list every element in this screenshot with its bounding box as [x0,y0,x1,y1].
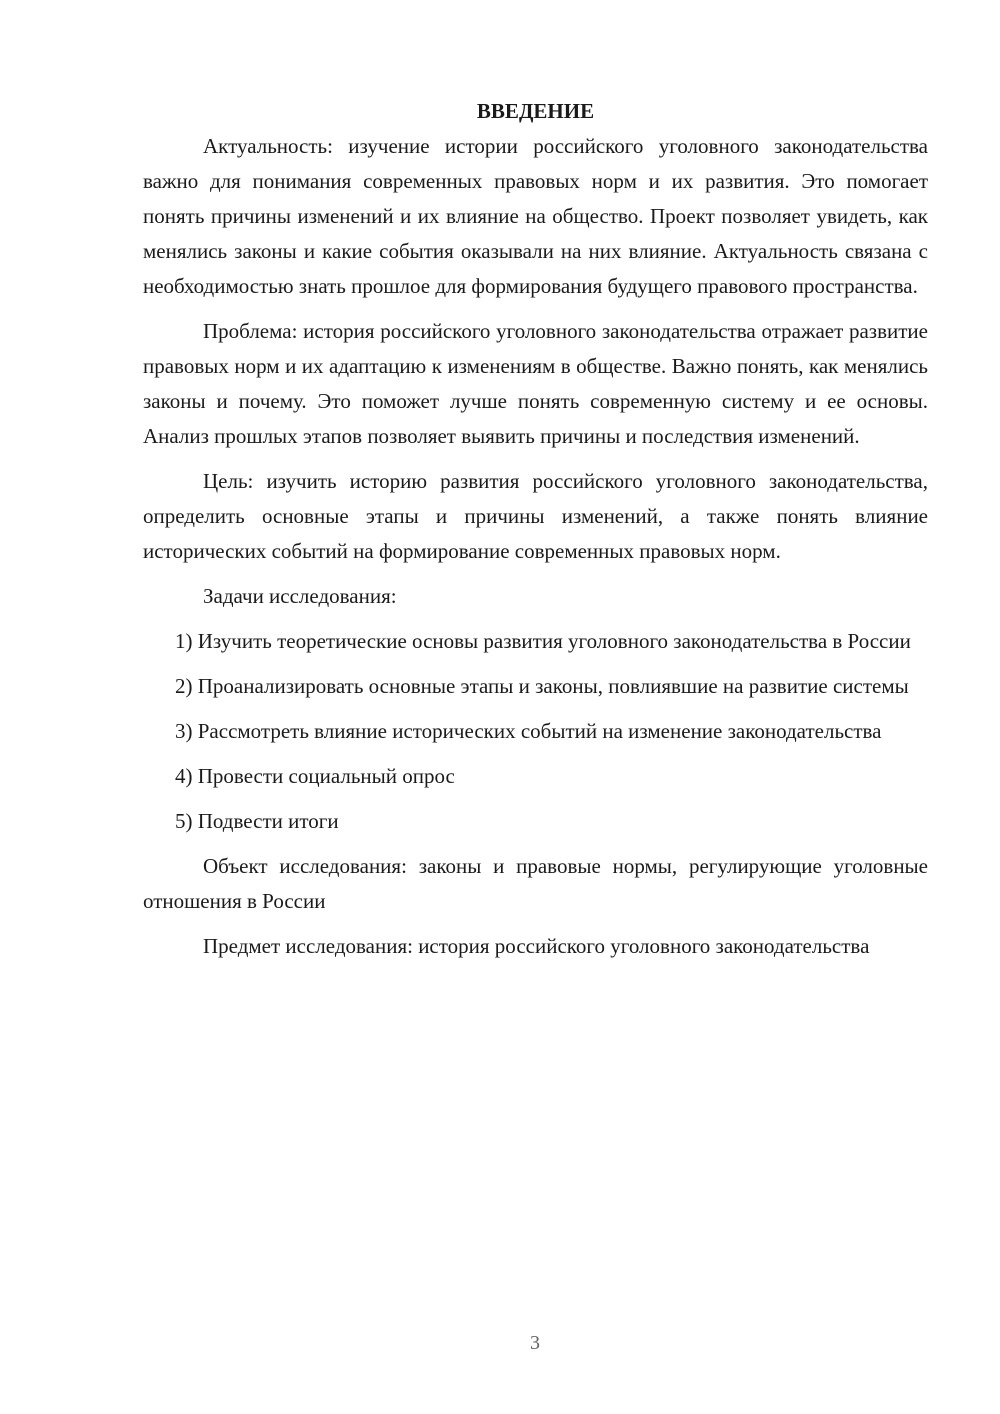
task-item: 3) Рассмотреть влияние исторических событий на изменение законодательства [175,719,882,743]
page-number: 3 [530,1332,540,1354]
page-content [143,94,928,974]
problem-paragraph: Проблема: история российского уголовного законодательства отражает развитие правовых норм и их адаптацию к изменениям в обществе. Важно понять, как менялись законы и почему. Это поможет лучше понять современную систему и ее основы. Анализ прошлых этапов позволяет выявить причины и последствия изменений. [143,319,928,448]
relevance-paragraph: Актуальность: изучение истории российского уголовного законодательства важно для понимания современных правовых норм и их развития. Это помогает понять причины изменений и их влияние на общество. Проект позволяет увидеть, как менялись законы и какие события оказывали на них влияние. Актуальность связана с необходимостью знать прошлое для формирования будущего правового пространства. [143,134,928,298]
task-item: 2) Проанализировать основные этапы и законы, повлиявшие на развитие системы [175,674,909,698]
task-item: 5) Подвести итоги [175,809,339,833]
subject-paragraph: Предмет исследования: история российского уголовного законодательства [203,934,870,958]
object-paragraph: Объект исследования: законы и правовые нормы, регулирующие уголовные отношения в России [143,854,928,913]
tasks-heading: Задачи исследования: [203,584,397,608]
goal-paragraph: Цель: изучить историю развития российского уголовного законодательства, определить основные этапы и причины изменений, а также понять влияние исторических событий на формирование современных правовых норм. [143,469,928,563]
task-item: 1) Изучить теоретические основы развития уголовного законодательства в России [175,629,911,653]
page-title: ВВЕДЕНИЕ [476,99,595,123]
task-item: 4) Провести социальный опрос [175,764,455,788]
